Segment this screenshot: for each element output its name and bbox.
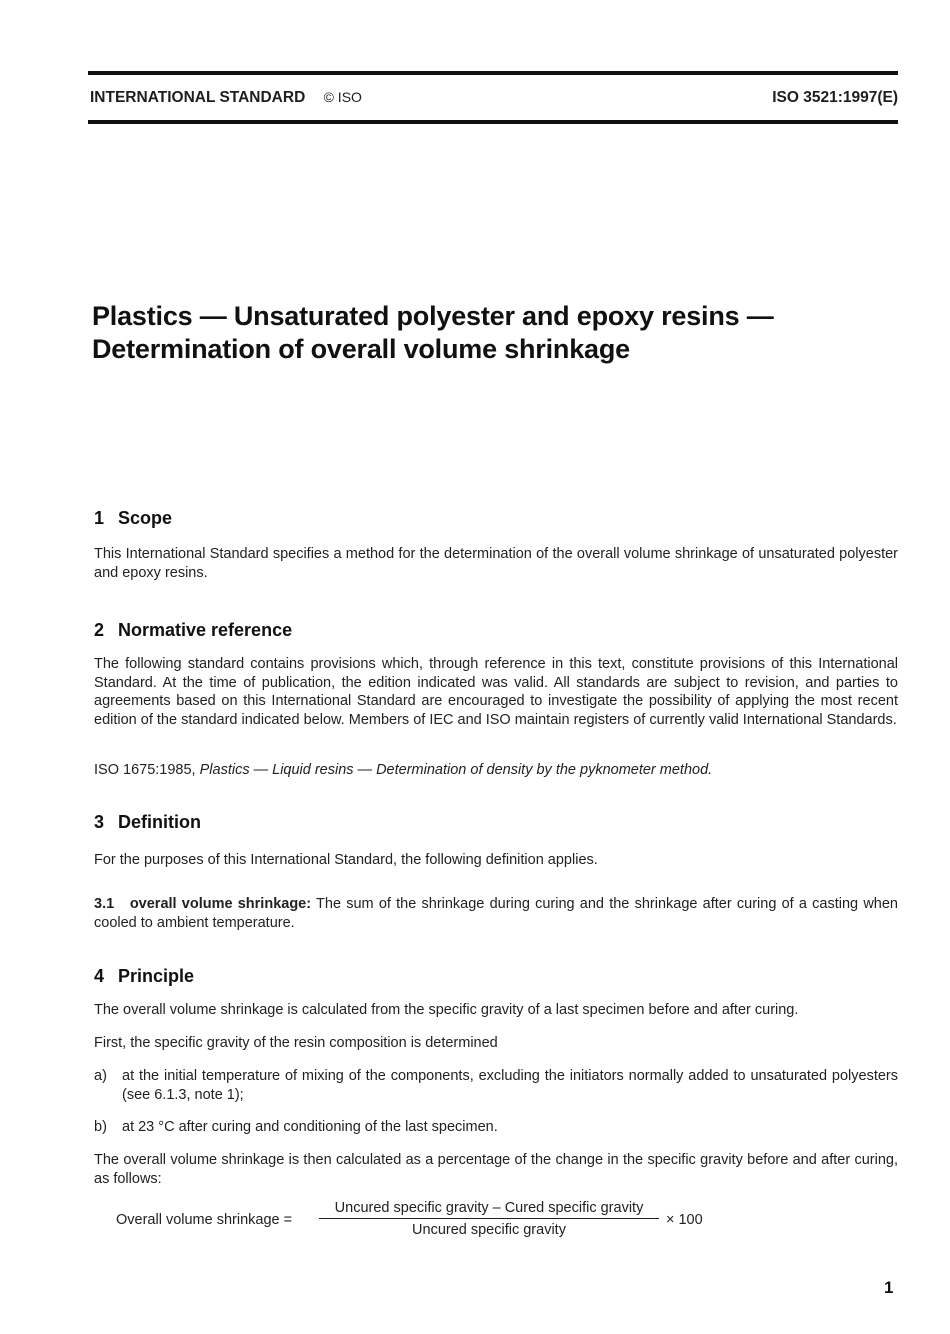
formula-numerator: Uncured specific gravity – Cured specific gravity [319,1200,659,1219]
term-number: 3.1 [94,896,115,912]
list-item [94,1118,898,1137]
section-title: Scope [118,508,173,528]
term-name: overall volume shrinkage: [129,896,312,912]
header-bottom-rule [88,120,898,124]
formula-fraction [319,1200,659,1238]
section-number: 4 [94,966,105,986]
list-marker: a) [94,1068,107,1084]
formula-multiplier: × 100 [666,1212,703,1228]
document-title [92,300,892,366]
section-title: Normative reference [118,620,293,640]
page-number: 1 [884,1278,894,1297]
list-text: at the initial temperature of mixing of the components, excluding the initiators normally added to unsaturated polyesters (see 6.1.3, note 1); [122,1068,898,1103]
document-number: ISO 3521:1997(E) [772,89,898,106]
formula-lhs: Overall volume shrinkage = [116,1212,293,1228]
header-left [90,89,362,107]
reference-title: Plastics — Liquid resins — Determination of density by the pyknometer method. [199,762,713,778]
principle-paragraph-2: First, the specific gravity of the resin composition is determined [94,1035,498,1051]
normative-reference-citation [94,761,898,780]
section-heading-normative-reference [94,620,292,641]
standard-label: INTERNATIONAL STANDARD [90,89,306,106]
principle-paragraph-1: The overall volume shrinkage is calculated from the specific gravity of a last specimen before and after curing. [94,1002,799,1018]
title-line-1: Plastics — Unsaturated polyester and epoxy resins — [92,301,774,331]
page-header [90,89,898,109]
section-heading-definition [94,812,201,833]
section-number: 3 [94,812,105,832]
section-number: 2 [94,620,105,640]
list-text: at 23 °C after curing and conditioning of the last specimen. [122,1119,498,1135]
section-heading-scope [94,508,172,529]
scope-paragraph: This International Standard specifies a method for the determination of the overall volume shrinkage of unsaturated polyester and epoxy resins. [94,546,898,581]
header-top-rule [88,71,898,75]
title-line-2: Determination of overall volume shrinkage [92,334,630,364]
section-title: Definition [118,812,201,832]
definition-entry [94,895,898,932]
reference-number: ISO 1675:1985, [94,762,196,778]
list-marker: b) [94,1119,107,1135]
section-title: Principle [118,966,195,986]
normative-reference-paragraph: The following standard contains provisions which, through reference in this text, constitute provisions of this International Standard. At the time of publication, the edition indicated was valid. All standards are subject to revision, and parties to agreements based on this International Standard are encouraged to investigate the possibility of applying the most recent edition of the standard indicated below. Members of IEC and ISO maintain registers of currently valid International Standards. [94,656,898,728]
list-item [94,1067,898,1104]
principle-paragraph-3: The overall volume shrinkage is then calculated as a percentage of the change in the specific gravity before and after curing, as follows: [94,1152,898,1187]
section-number: 1 [94,508,105,528]
definition-intro: For the purposes of this International Standard, the following definition applies. [94,852,598,868]
term-definition: The sum of the shrinkage during curing and the shrinkage after curing of a casting when cooled to ambient temperature. [94,896,898,931]
section-heading-principle [94,966,194,987]
iso-copyright-mark: © ISO [323,89,362,105]
formula-denominator: Uncured specific gravity [412,1222,566,1238]
